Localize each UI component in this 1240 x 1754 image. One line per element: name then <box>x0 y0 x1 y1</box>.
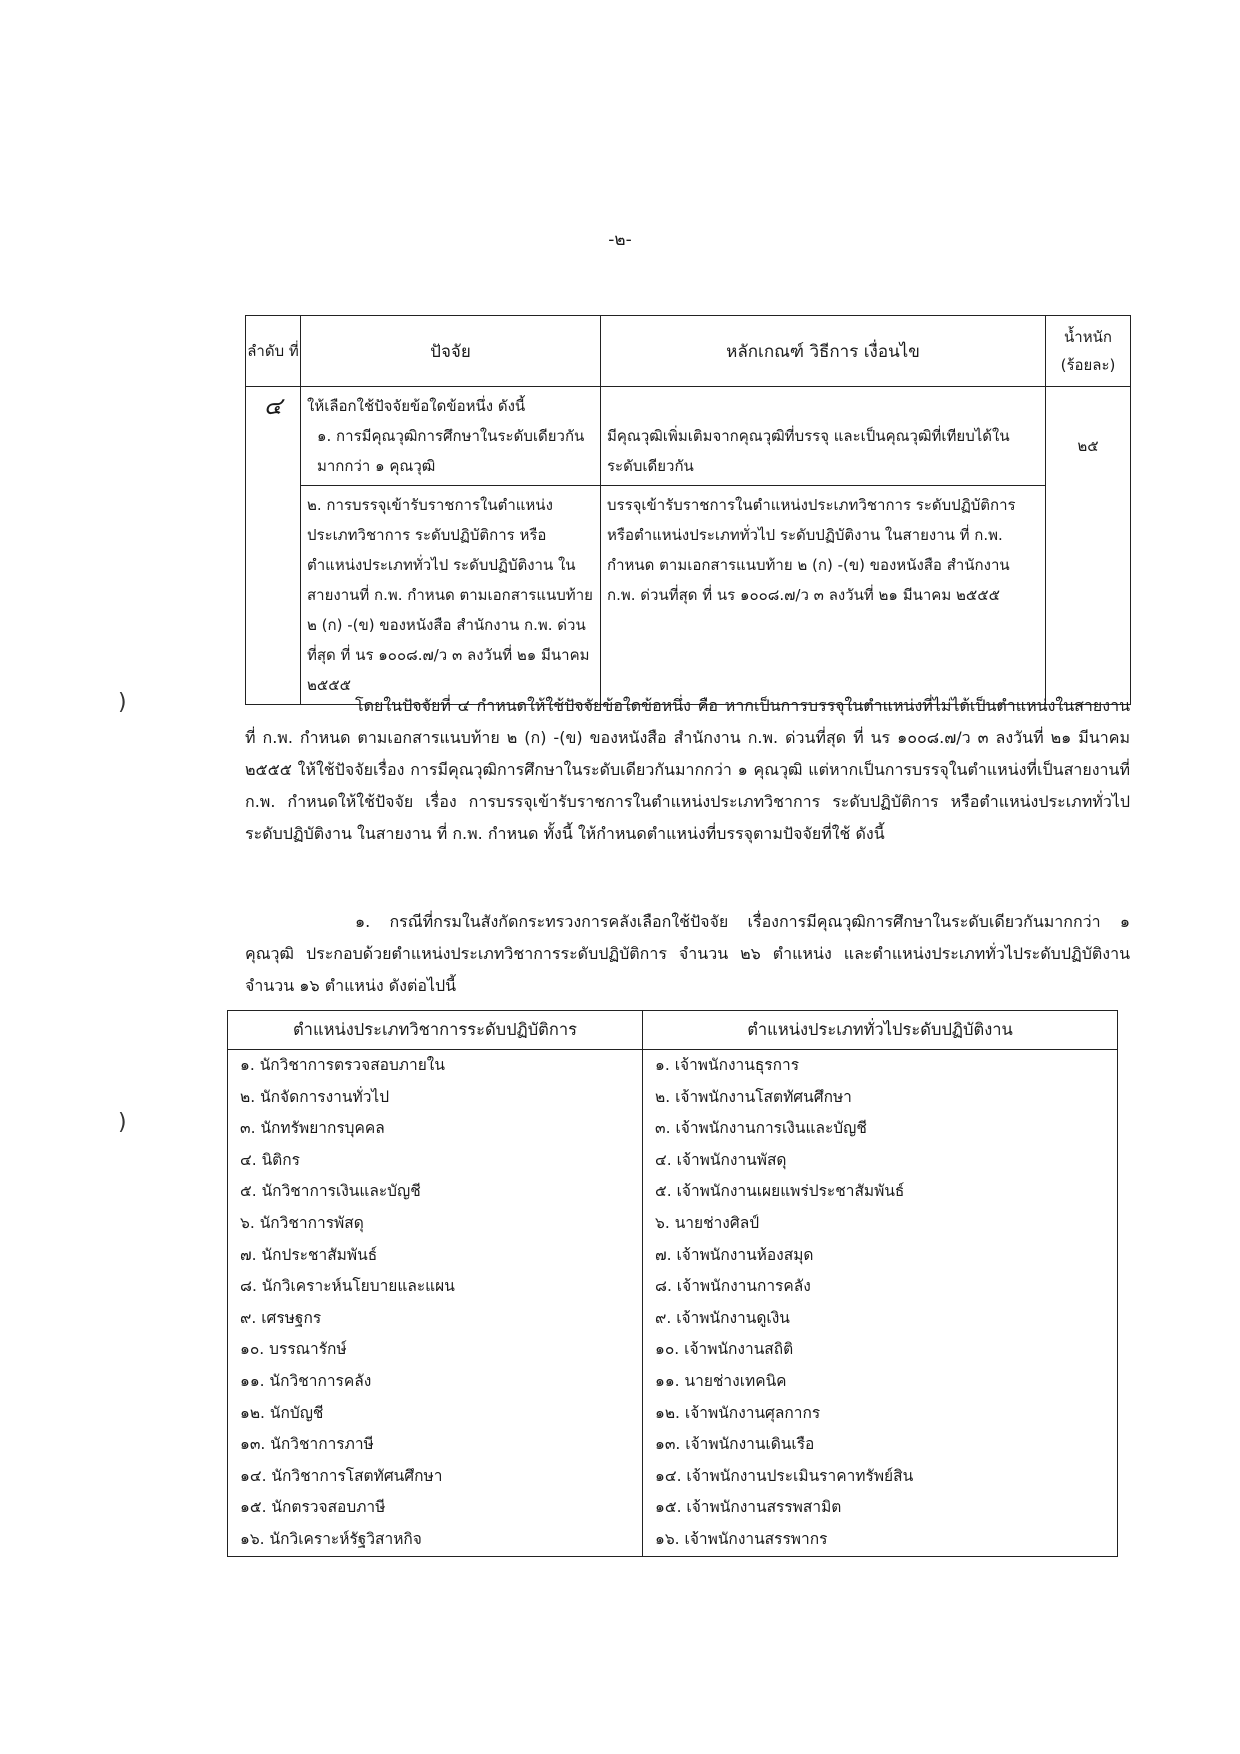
table-row <box>228 1113 1118 1145</box>
header-weight: น้ำหนัก (ร้อยละ) <box>1046 316 1131 387</box>
header-order: ลำดับ ที่ <box>246 316 301 387</box>
paragraph-1: โดยในปัจจัยที่ ๔ กำหนดให้ใช้ปัจจัยข้อใดข้อหนึ่ง คือ หากเป็นการบรรจุในตำแหน่งที่ไม่ได้เป็นตำแหน่งในสายงานที่ ก.พ. กำหนด ตามเอกสารแนบท้าย ๒ (ก) -(ข) ของหนังสือ สำนักงาน ก.พ. ด่วนที่สุด ที่ นร ๑๐๐๘.๗/ว ๓ ลงวันที่ ๒๑ มีนาคม ๒๕๕๕ ให้ใช้ปัจจัยเรื่อง การมีคุณวุฒิการศึกษาในระดับเดียวกันมากกว่า ๑ คุณวุฒิ แต่หากเป็นการบรรจุในตำแหน่งที่เป็นสายงานที่ ก.พ. กำหนดให้ใช้ปัจจัย เรื่อง การบรรจุเข้ารับราชการในตำแหน่งประเภทวิชาการ ระดับปฏิบัติการ หรือตำแหน่งประเภททั่วไป ระดับปฏิบัติงาน ในสายงาน ที่ ก.พ. กำหนด ทั้งนี้ ให้กำหนดตำแหน่งที่บรรจุตามปัจจัยที่ใช้ ดังนี้ <box>245 696 1130 843</box>
table-row <box>228 1492 1118 1524</box>
order-number: ๔ <box>246 387 301 705</box>
academic-position: ๔. นิติกร <box>228 1145 643 1177</box>
general-position: ๕. เจ้าพนักงานเผยแพร่ประชาสัมพันธ์ <box>643 1176 1118 1208</box>
general-position: ๙. เจ้าพนักงานดูเงิน <box>643 1303 1118 1335</box>
header-criteria: หลักเกณฑ์ วิธีการ เงื่อนไข <box>601 316 1046 387</box>
table-row <box>228 1050 1118 1082</box>
academic-position: ๑๒. นักบัญชี <box>228 1398 643 1430</box>
general-position: ๖. นายช่างศิลป์ <box>643 1208 1118 1240</box>
positions-table <box>227 1010 1118 1557</box>
header-academic: ตำแหน่งประเภทวิชาการระดับปฏิบัติการ <box>228 1011 643 1050</box>
table-row <box>228 1461 1118 1493</box>
table-row <box>228 1429 1118 1461</box>
general-position: ๑๒. เจ้าพนักงานศุลกากร <box>643 1398 1118 1430</box>
paragraph-case-1 <box>245 906 1130 1002</box>
academic-position: ๘. นักวิเคราะห์นโยบายและแผน <box>228 1271 643 1303</box>
criteria-cell-1: มีคุณวุฒิเพิ่มเติมจากคุณวุฒิที่บรรจุ และเป็นคุณวุฒิที่เทียบได้ในระดับเดียวกัน <box>601 387 1046 486</box>
academic-position: ๑๕. นักตรวจสอบภาษี <box>228 1492 643 1524</box>
academic-position: ๖. นักวิชาการพัสดุ <box>228 1208 643 1240</box>
factor-intro: ให้เลือกใช้ปัจจัยข้อใดข้อหนึ่ง ดังนี้ <box>307 397 526 415</box>
table-row <box>228 1176 1118 1208</box>
academic-position: ๒. นักจัดการงานทั่วไป <box>228 1082 643 1114</box>
general-position: ๑๖. เจ้าพนักงานสรรพากร <box>643 1524 1118 1556</box>
header-general: ตำแหน่งประเภททั่วไประดับปฏิบัติงาน <box>643 1011 1118 1050</box>
academic-position: ๑๓. นักวิชาการภาษี <box>228 1429 643 1461</box>
weight-value: ๒๕ <box>1046 387 1131 705</box>
general-position: ๓. เจ้าพนักงานการเงินและบัญชี <box>643 1113 1118 1145</box>
table-row <box>228 1303 1118 1335</box>
factor-cell-1 <box>301 387 601 486</box>
table-row <box>228 1082 1118 1114</box>
factor-option-1: ๑. การมีคุณวุฒิการศึกษาในระดับเดียวกันมากกว่า ๑ คุณวุฒิ <box>317 427 585 475</box>
header-factor: ปัจจัย <box>301 316 601 387</box>
table-row <box>228 1145 1118 1177</box>
table-row <box>228 1524 1118 1556</box>
table-row <box>228 1208 1118 1240</box>
table-row <box>228 1398 1118 1430</box>
academic-position: ๑๑. นักวิชาการคลัง <box>228 1366 643 1398</box>
academic-position: ๑๔. นักวิชาการโสตทัศนศึกษา <box>228 1461 643 1493</box>
academic-position: ๕. นักวิชาการเงินและบัญชี <box>228 1176 643 1208</box>
table-row <box>228 1334 1118 1366</box>
general-position: ๑๓. เจ้าพนักงานเดินเรือ <box>643 1429 1118 1461</box>
binding-hole-mark: ) <box>118 690 127 715</box>
academic-position: ๙. เศรษฐกร <box>228 1303 643 1335</box>
general-position: ๘. เจ้าพนักงานการคลัง <box>643 1271 1118 1303</box>
table-row <box>228 1366 1118 1398</box>
paragraph-explanation <box>245 690 1130 850</box>
academic-position: ๑๐. บรรณารักษ์ <box>228 1334 643 1366</box>
table-row <box>228 1240 1118 1272</box>
table-row <box>228 1271 1118 1303</box>
general-position: ๔. เจ้าพนักงานพัสดุ <box>643 1145 1118 1177</box>
general-position: ๑. เจ้าพนักงานธุรการ <box>643 1050 1118 1082</box>
general-position: ๑๐. เจ้าพนักงานสถิติ <box>643 1334 1118 1366</box>
paragraph-2: ๑. กรณีที่กรมในสังกัดกระทรวงการคลังเลือกใช้ปัจจัย เรื่องการมีคุณวุฒิการศึกษาในระดับเดียวกันมากกว่า ๑ คุณวุฒิ ประกอบด้วยตำแหน่งประเภทวิชาการระดับปฏิบัติการ จำนวน ๒๖ ตำแหน่ง และตำแหน่งประเภททั่วไประดับปฏิบัติงาน จำนวน ๑๖ ตำแหน่ง ดังต่อไปนี้ <box>245 912 1130 995</box>
general-position: ๒. เจ้าพนักงานโสตทัศนศึกษา <box>643 1082 1118 1114</box>
factor-option-2: ๒. การบรรจุเข้ารับราชการในตำแหน่งประเภทวิชาการ ระดับปฏิบัติการ หรือตำแหน่งประเภททั่วไป ระดับปฏิบัติงาน ในสายงานที่ ก.พ. กำหนด ตามเอกสารแนบท้าย ๒ (ก) -(ข) ของหนังสือ สำนักงาน ก.พ. ด่วนที่สุด ที่ นร ๑๐๐๘.๗/ว ๓ ลงวันที่ ๒๑ มีนาคม ๒๕๕๕ <box>301 486 601 705</box>
academic-position: ๑. นักวิชาการตรวจสอบภายใน <box>228 1050 643 1082</box>
academic-position: ๓. นักทรัพยากรบุคคล <box>228 1113 643 1145</box>
binding-hole-mark: ) <box>118 1110 127 1135</box>
general-position: ๗. เจ้าพนักงานห้องสมุด <box>643 1240 1118 1272</box>
general-position: ๑๔. เจ้าพนักงานประเมินราคาทรัพย์สิน <box>643 1461 1118 1493</box>
page-number: -๒- <box>608 230 632 250</box>
academic-position: ๗. นักประชาสัมพันธ์ <box>228 1240 643 1272</box>
criteria-cell-2: บรรจุเข้ารับราชการในตำแหน่งประเภทวิชาการ ระดับปฏิบัติการ หรือตำแหน่งประเภททั่วไป ระดับปฏิบัติงาน ในสายงาน ที่ ก.พ. กำหนด ตามเอกสารแนบท้าย ๒ (ก) -(ข) ของหนังสือ สำนักงาน ก.พ. ด่วนที่สุด ที่ นร ๑๐๐๘.๗/ว ๓ ลงวันที่ ๒๑ มีนาคม ๒๕๕๕ <box>601 486 1046 705</box>
general-position: ๑๕. เจ้าพนักงานสรรพสามิต <box>643 1492 1118 1524</box>
criteria-table <box>245 315 1131 705</box>
general-position: ๑๑. นายช่างเทคนิค <box>643 1366 1118 1398</box>
academic-position: ๑๖. นักวิเคราะห์รัฐวิสาหกิจ <box>228 1524 643 1556</box>
